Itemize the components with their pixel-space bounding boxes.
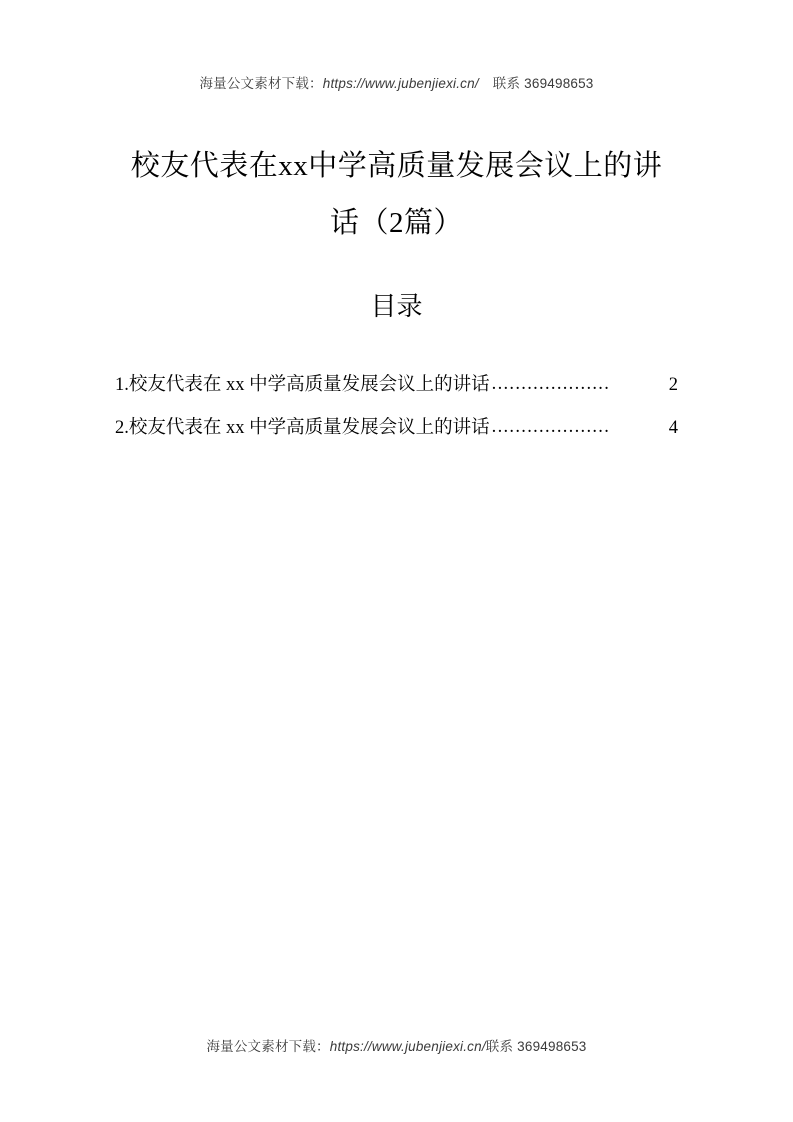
- toc-entry-page-number: 2: [668, 375, 678, 395]
- toc-entry-leader: ....................: [491, 417, 611, 438]
- page-title: [110, 138, 683, 251]
- toc-entry-leader: ....................: [491, 374, 611, 394]
- header-contact-text: 联系 369498653: [492, 76, 594, 91]
- page-title-line-1: 校友代表在xx中学高质量发展会议上的讲: [130, 150, 663, 182]
- page-title-line-2: 话（2篇）: [329, 206, 463, 239]
- footer-prefix-text: 海量公文素材下载：: [206, 1039, 330, 1054]
- toc-entry-1[interactable]: [115, 364, 678, 407]
- toc-entry-label: 1.校友代表在 xx 中学高质量发展会议上的讲话: [115, 375, 490, 395]
- toc-entry-page-number: 4: [668, 418, 678, 439]
- header-url-link[interactable]: https://www.jubenjiexi.cn/: [322, 76, 479, 91]
- footer-url-link[interactable]: https://www.jubenjiexi.cn/: [329, 1039, 486, 1054]
- toc-heading: 目录: [370, 292, 423, 321]
- toc-entry-label: 2.校友代表在 xx 中学高质量发展会议上的讲话: [115, 418, 490, 439]
- footer-contact-text: 联系 369498653: [485, 1039, 587, 1054]
- toc-entry-2[interactable]: [115, 407, 678, 450]
- header-watermark: [0, 72, 793, 92]
- header-prefix-text: 海量公文素材下载：: [199, 76, 323, 91]
- toc-list: [115, 364, 678, 451]
- footer-watermark: [0, 1035, 793, 1055]
